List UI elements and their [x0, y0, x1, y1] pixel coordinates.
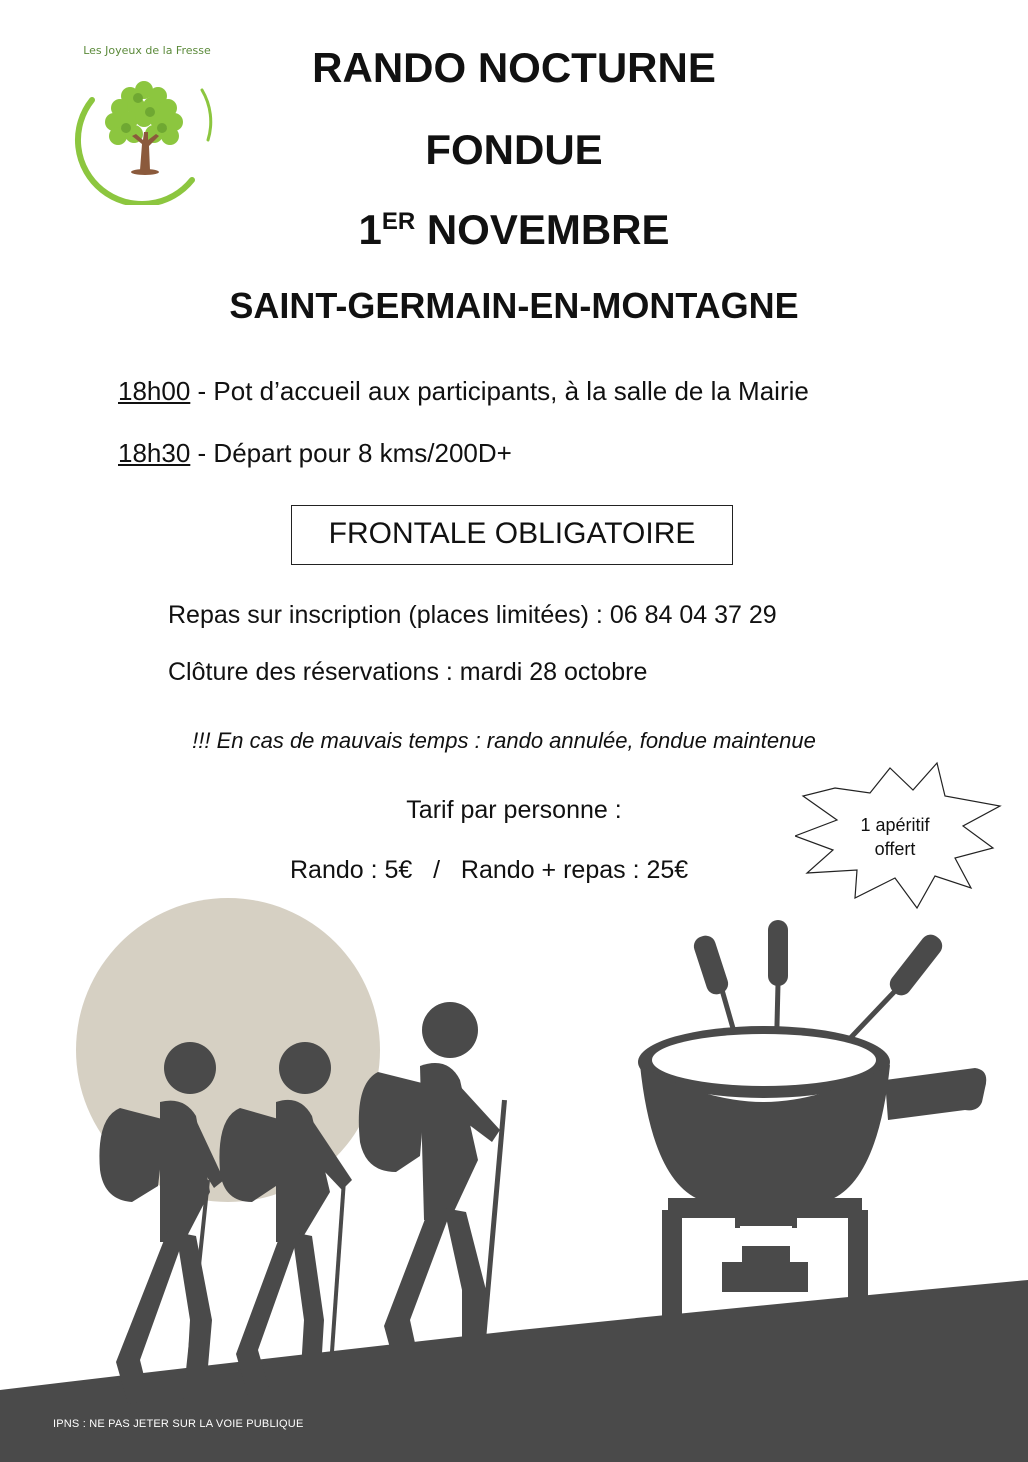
pricing-line: Rando : 5€ / Rando + repas : 25€ — [290, 856, 689, 884]
date-superscript: ER — [381, 208, 416, 235]
schedule-item — [118, 376, 809, 407]
logo-text: Les Joyeux de la Fresse — [83, 44, 211, 57]
badge-line-1: 1 apéritif — [860, 815, 930, 835]
schedule-item — [118, 438, 512, 469]
footer-legal: IPNS : NE PAS JETER SUR LA VOIE PUBLIQUE — [53, 1418, 304, 1430]
title-line-2: FONDUE — [425, 126, 603, 173]
hiker-icon — [359, 1002, 507, 1370]
date-day: 1 — [358, 206, 382, 253]
schedule-text: - Départ pour 8 kms/200D+ — [190, 438, 512, 468]
badge-line-2: offert — [874, 839, 916, 859]
event-date — [0, 206, 1028, 254]
schedule-text: - Pot d’accueil aux participants, à la salle de la Mairie — [190, 376, 809, 406]
title-line-1: RANDO NOCTURNE — [312, 44, 716, 91]
date-month: NOVEMBRE — [426, 206, 670, 253]
hiking-scene — [0, 880, 1028, 1462]
meal-registration: Repas sur inscription (places limitées) : 06 84 04 37 29 — [168, 601, 777, 629]
weather-warning: !!! En cas de mauvais temps : rando annulée, fondue maintenue — [192, 728, 816, 753]
headlamp-notice: FRONTALE OBLIGATOIRE — [291, 505, 733, 565]
event-location: SAINT-GERMAIN-EN-MONTAGNE — [229, 285, 799, 326]
schedule-time: 18h30 — [118, 438, 191, 468]
pricing-heading: Tarif par personne : — [406, 796, 622, 824]
fondue-pot-icon — [638, 920, 986, 1340]
badge-text — [795, 813, 995, 861]
booking-deadline: Clôture des réservations : mardi 28 octobre — [168, 658, 648, 686]
schedule-time: 18h00 — [118, 376, 191, 406]
